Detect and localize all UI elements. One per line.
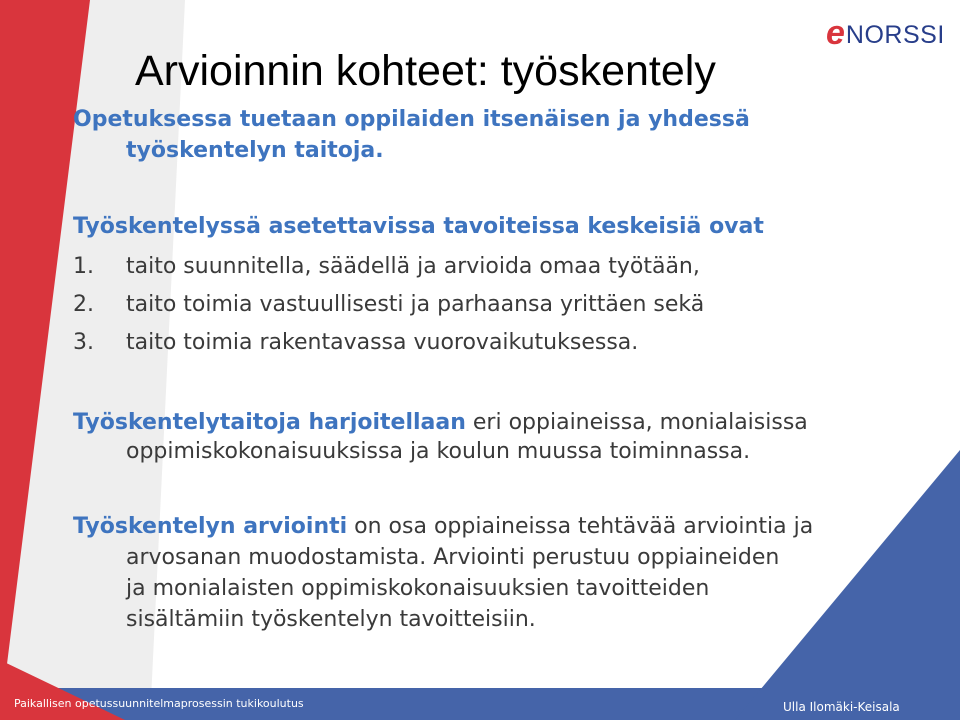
paragraph-4-line-3: ja monialaisten oppimiskokonaisuuksien tavoitteiden: [126, 576, 710, 601]
paragraph-1-line-1: Opetuksessa tuetaan oppilaiden itsenäisen ja yhdessä: [73, 107, 750, 132]
list-item-text: taito suunnitella, säädellä ja arvioida omaa työtään,: [126, 254, 700, 279]
paragraph-3-rest: eri oppiaineissa, monialaisissa: [465, 410, 808, 435]
list-item-number: 1.: [73, 254, 94, 279]
list-item-number: 2.: [73, 292, 94, 317]
paragraph-3-line-1: [73, 408, 808, 438]
list-item-text: taito toimia vastuullisesti ja parhaansa yrittäen sekä: [126, 292, 705, 317]
paragraph-1-line-2: työskentelyn taitoja.: [126, 138, 384, 163]
slide-title: Arvioinnin kohteet: työskentely: [135, 47, 716, 95]
logo-letter: e: [826, 14, 845, 52]
list-item-text: taito toimia rakentavassa vuorovaikutuksessa.: [126, 330, 639, 355]
footer-left-text: Paikallisen opetussuunnitelmaprosessin tukikoulutus: [14, 697, 304, 710]
footer-author: Ulla Ilomäki-Keisala: [783, 700, 900, 714]
paragraph-3-line-2: oppimiskokonaisuuksissa ja koulun muussa toiminnassa.: [126, 439, 751, 464]
paragraph-4-line-2: arvosanan muodostamista. Arviointi perustuu oppiaineiden: [126, 545, 780, 570]
logo-word: NORSSI: [845, 21, 945, 49]
paragraph-4-line-4: sisältämiin työskentelyn tavoitteisiin.: [126, 607, 536, 632]
paragraph-3-lead: Työskentelytaitoja harjoitellaan: [73, 410, 466, 435]
paragraph-4-line-1: [73, 512, 813, 542]
paragraph-4-rest: on osa oppiaineissa tehtävää arviointia ja: [347, 514, 814, 539]
paragraph-4-lead: Työskentelyn arviointi: [73, 514, 348, 539]
blue-corner-triangle: [735, 450, 960, 720]
enorssi-logo: [826, 14, 945, 52]
paragraph-2-heading: Työskentelyssä asetettavissa tavoiteissa keskeisiä ovat: [73, 214, 764, 239]
list-item-number: 3.: [73, 330, 94, 355]
